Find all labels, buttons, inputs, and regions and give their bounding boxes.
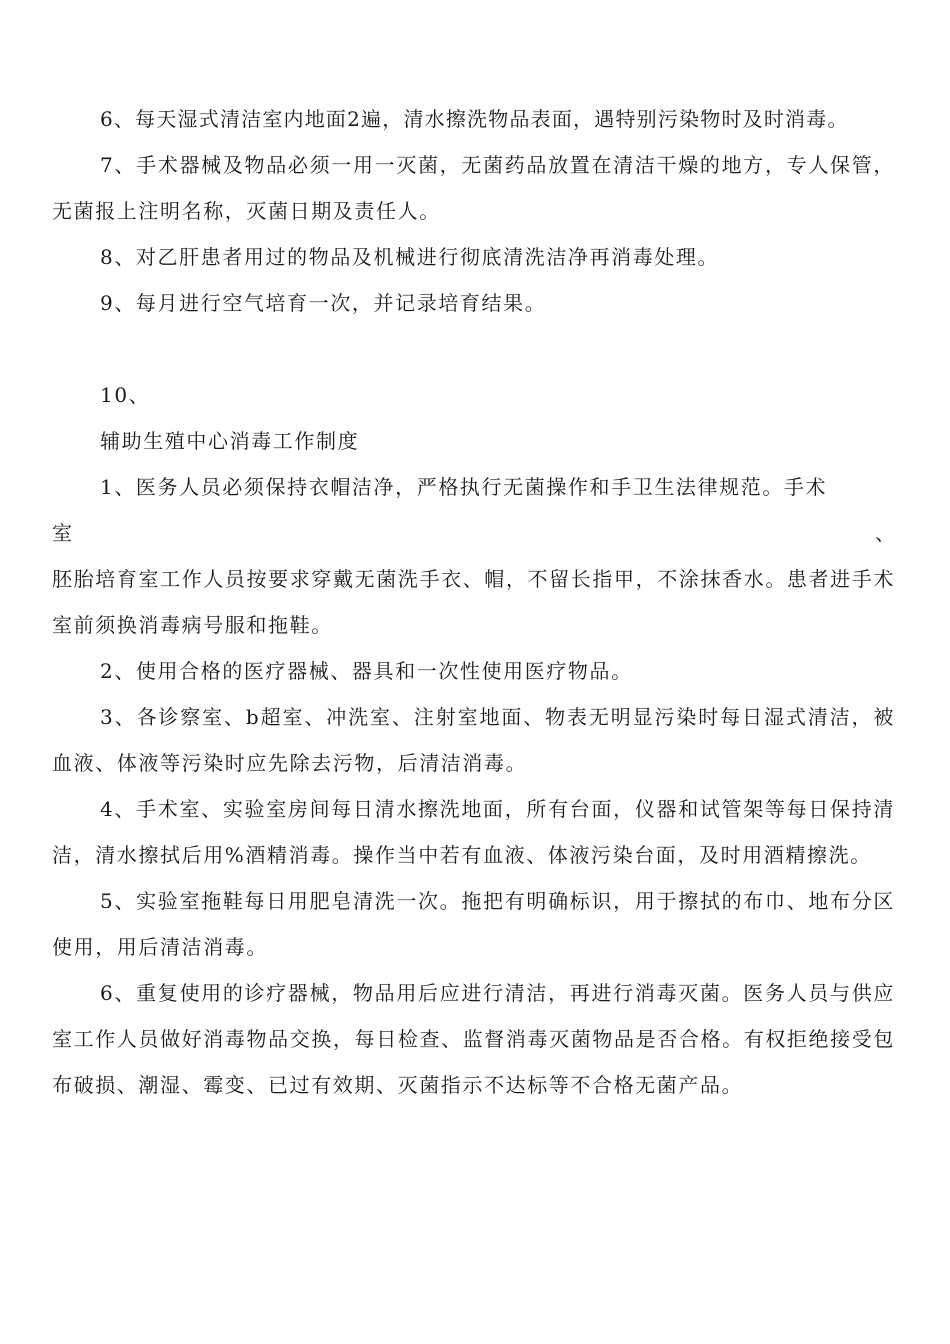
paragraph-item-9: 9、每月进行空气培育一次，并记录培育结果。 (100, 291, 547, 315)
rule-1-line-2-right: 、 (875, 521, 895, 545)
paragraph-item-6: 6、每天湿式清洁室内地面2遍，清水擦洗物品表面，遇特别污染物时及时消毒。 (100, 107, 849, 131)
paragraph-item-10: 10、 (100, 383, 151, 407)
blank-line (52, 326, 895, 372)
rule-4: 4、手术室、实验室房间每日清水擦洗地面，所有台面，仪器和试管架等每日保持清洁，清水擦拭后用%酒精消毒。操作当中若有血液、体液污染台面，及时用酒精擦洗。 (52, 797, 895, 867)
rule-2: 2、使用合格的医疗器械、器具和一次性使用医疗物品。 (100, 659, 633, 683)
rule-5: 5、实验室拖鞋每日用肥皂清洗一次。拖把有明确标识，用于擦拭的布巾、地布分区使用，用后清洁消毒。 (52, 889, 895, 959)
rule-1-line-2-left: 室 (52, 521, 72, 545)
rule-1-line-2 (52, 510, 895, 556)
rule-3: 3、各诊察室、b超室、冲洗室、注射室地面、物表无明显污染时每日湿式清洁，被血液、体液等污染时应先除去污物，后清洁消毒。 (52, 705, 895, 775)
paragraph-item-8: 8、对乙肝患者用过的物品及机械进行彻底清洗洁净再消毒处理。 (100, 245, 720, 269)
rule-1-rest: 胚胎培育室工作人员按要求穿戴无菌洗手衣、帽，不留长指甲，不涂抹香水。患者进手术室前须换消毒病号服和拖鞋。 (52, 567, 895, 637)
section-title: 辅助生殖中心消毒工作制度 (100, 429, 360, 453)
rule-1-line-1: 1、医务人员必须保持衣帽洁净，严格执行无菌操作和手卫生法律规范。手术 (100, 475, 828, 499)
paragraph-item-7: 7、手术器械及物品必须一用一灭菌，无菌药品放置在清洁干燥的地方，专人保管，无菌报上注明名称，灭菌日期及责任人。 (52, 153, 895, 223)
document-page (52, 96, 895, 1108)
rule-6: 6、重复使用的诊疗器械，物品用后应进行清洁，再进行消毒灭菌。医务人员与供应室工作人员做好消毒物品交换，每日检查、监督消毒灭菌物品是否合格。有权拒绝接受包布破损、潮湿、霉变、已过有效期、灭菌指示不达标等不合格无菌产品。 (52, 981, 895, 1097)
